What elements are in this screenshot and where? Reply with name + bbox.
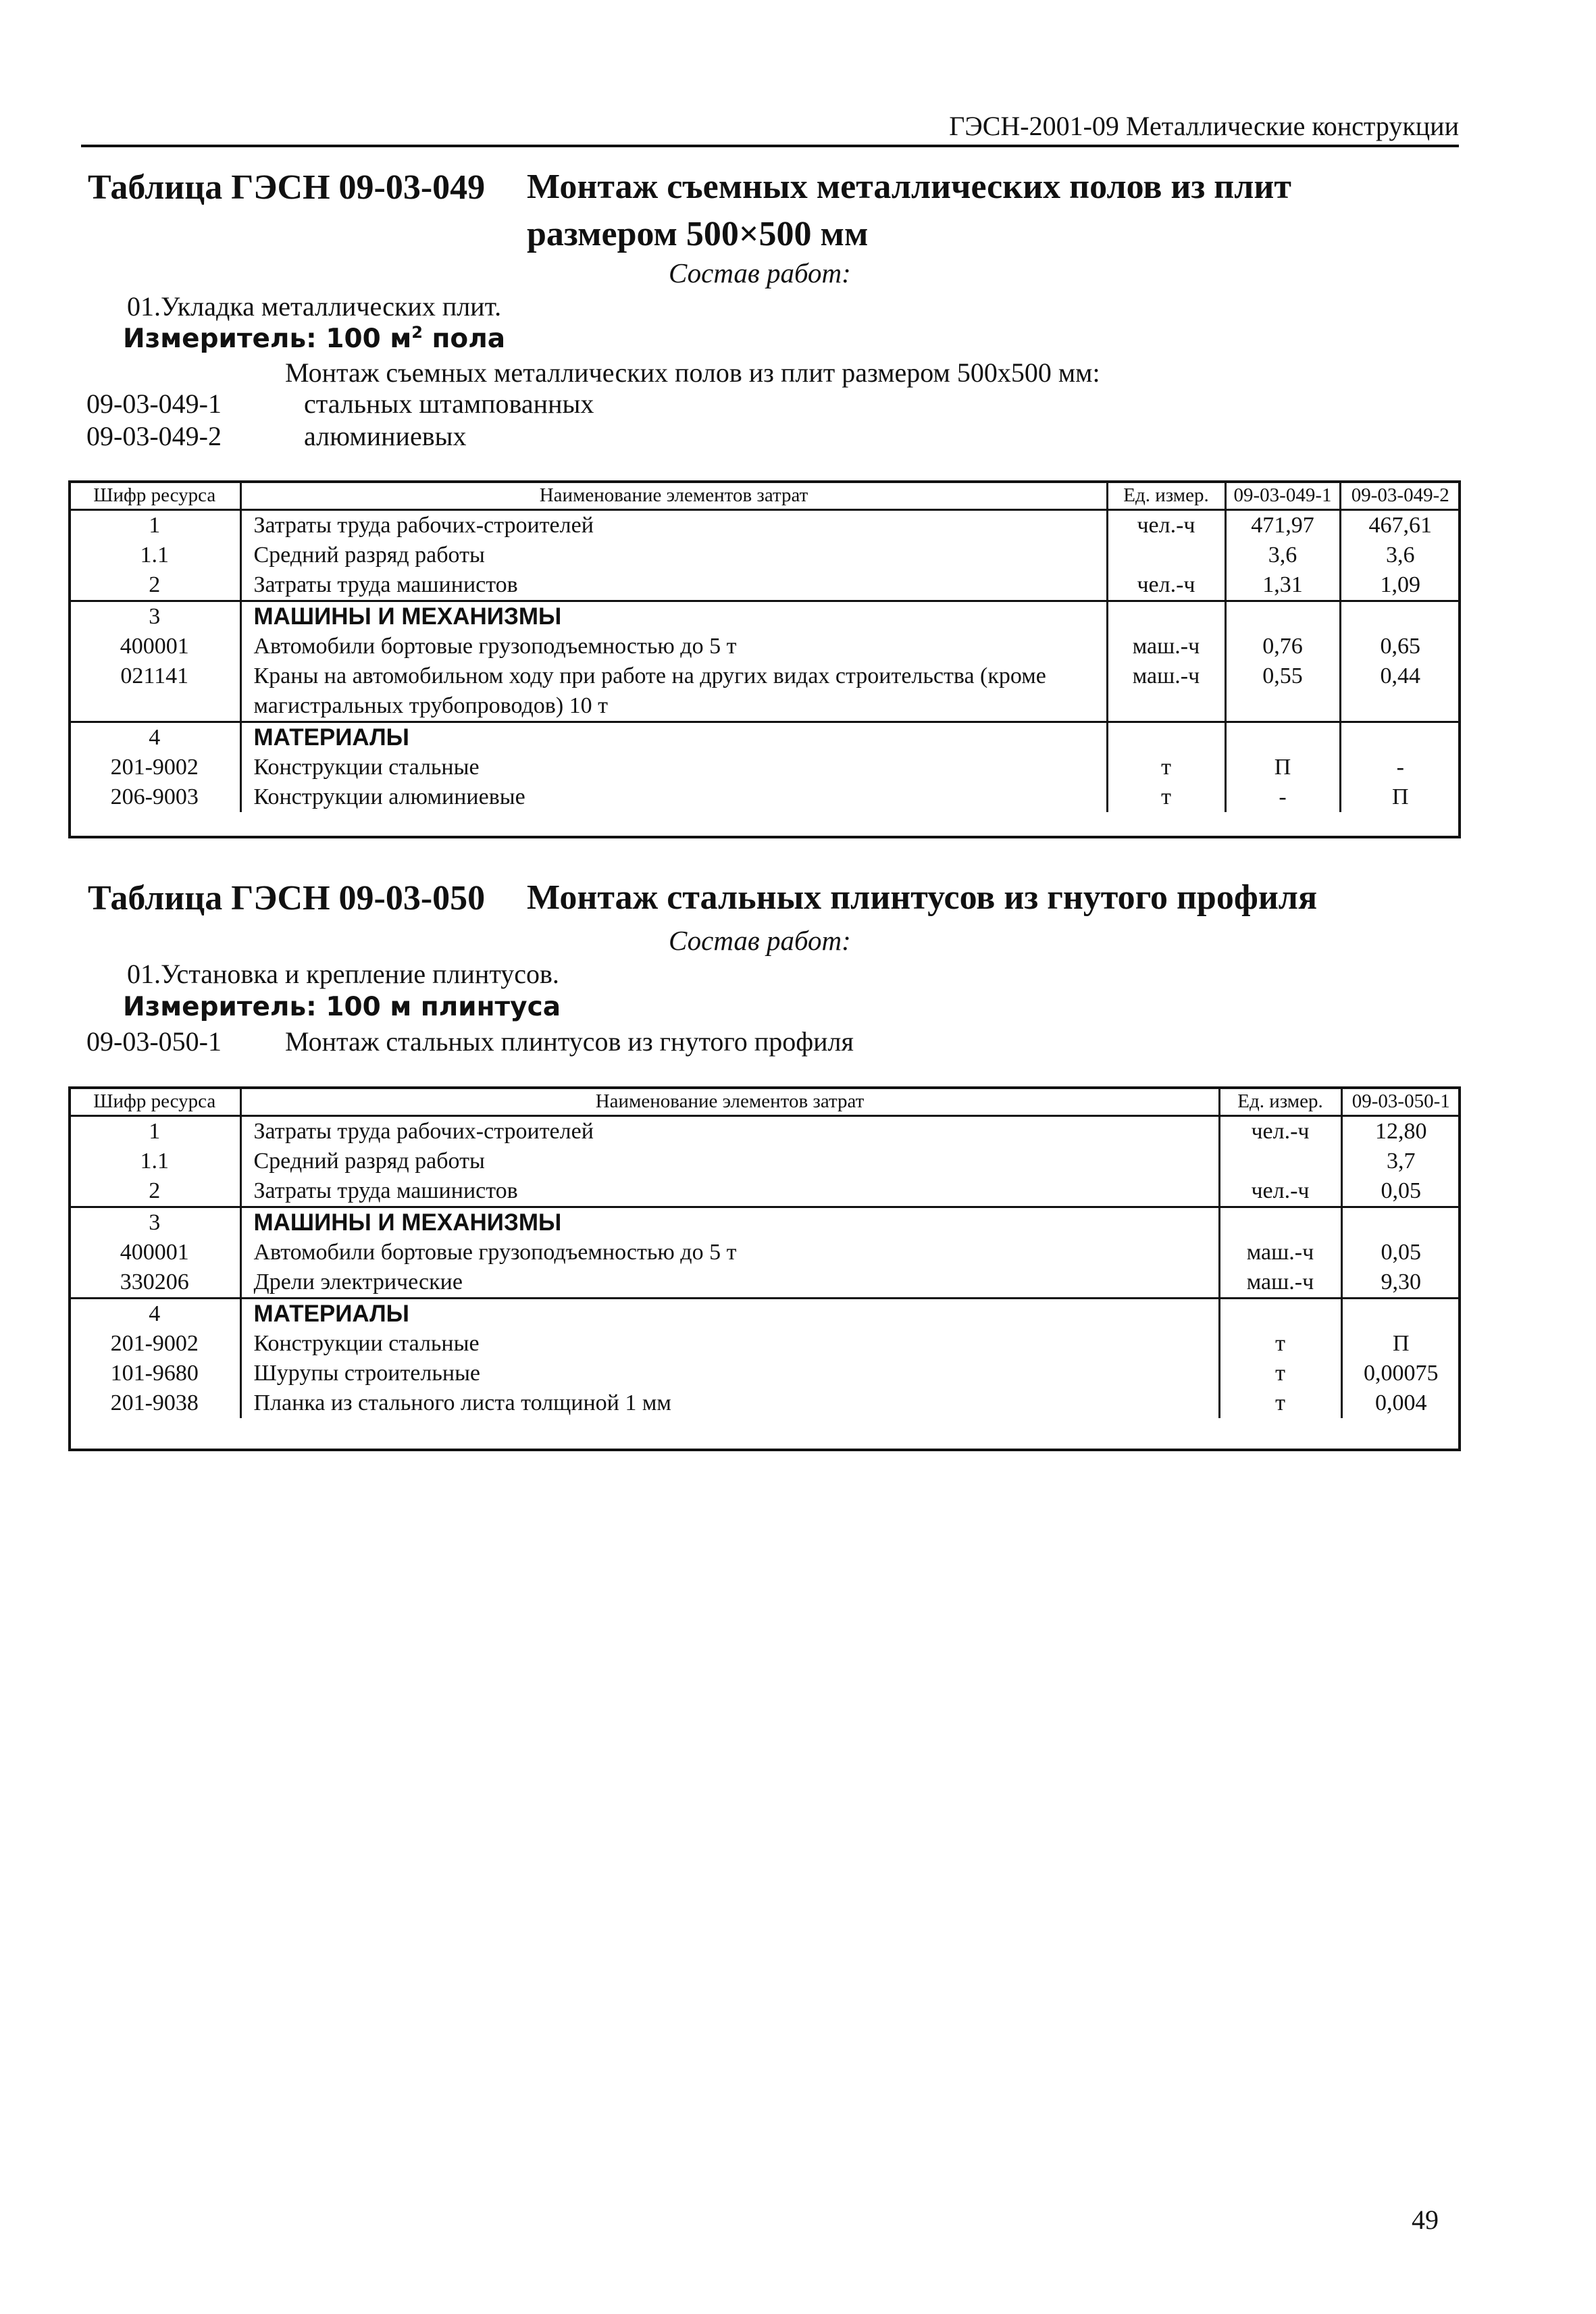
row-unit — [1107, 540, 1225, 570]
row-code: 1.1 — [70, 540, 240, 570]
row-unit: чел.-ч — [1219, 1176, 1341, 1207]
row-unit — [1219, 1299, 1341, 1330]
meter-suffix: пола — [432, 324, 506, 354]
row-name: Планка из стального листа толщиной 1 мм — [240, 1388, 1219, 1418]
meter-sup: 2 — [411, 323, 423, 342]
table-row — [70, 510, 1460, 541]
section-row — [70, 1207, 1460, 1238]
meter-label: Измеритель: — [123, 324, 317, 354]
row-unit — [1219, 1207, 1341, 1238]
row-name: МАШИНЫ И МЕХАНИЗМЫ — [240, 601, 1107, 632]
header-name: Наименование элементов затрат — [240, 1088, 1219, 1116]
header-row — [70, 482, 1460, 510]
meter-label: Измеритель: — [123, 992, 317, 1022]
row-unit — [1219, 1147, 1341, 1176]
row-unit: маш.-ч — [1107, 661, 1225, 722]
table-row — [70, 782, 1460, 812]
meter-value: 100 м — [326, 324, 412, 354]
table2-meter — [123, 992, 561, 1022]
row-value: 3,6 — [1386, 543, 1415, 568]
row-value: 3,7 — [1387, 1149, 1416, 1174]
row-value: 0,44 — [1380, 663, 1420, 688]
row-value: 0,05 — [1381, 1240, 1421, 1265]
row-code: 4 — [70, 722, 240, 753]
row-value: 1,09 — [1380, 572, 1420, 597]
row-value: 3,6 — [1225, 540, 1340, 570]
row-unit: т — [1219, 1359, 1341, 1388]
table-row — [70, 1147, 1460, 1176]
row-name: МАТЕРИАЛЫ — [240, 722, 1107, 753]
table1-composition-label: Состав работ: — [669, 257, 851, 288]
header-unit: Ед. измер. — [1219, 1088, 1341, 1116]
row-unit — [1107, 601, 1225, 632]
resource-table-050 — [70, 1088, 1460, 1418]
row-name: Конструкции алюминиевые — [240, 782, 1107, 812]
table1-variant-text: стальных штампованных — [304, 388, 594, 419]
row-name: МАТЕРИАЛЫ — [240, 1299, 1219, 1330]
row-code: 206-9003 — [70, 782, 240, 812]
row-unit: чел.-ч — [1107, 510, 1225, 541]
row-code: 2 — [70, 1176, 240, 1207]
table2-work-step: 01.Установка и крепление плинтусов. — [127, 959, 559, 989]
table-row — [70, 1329, 1460, 1359]
row-code: 1 — [70, 1116, 240, 1147]
row-value — [1225, 722, 1340, 753]
table2-composition-label: Состав работ: — [669, 925, 851, 956]
row-unit: маш.-ч — [1219, 1267, 1341, 1299]
table1-meter — [123, 323, 505, 354]
section-row — [70, 601, 1460, 632]
table-row — [70, 1267, 1460, 1299]
header-code: Шифр ресурса — [70, 482, 240, 510]
resource-table-049 — [70, 482, 1460, 812]
row-value: 1,31 — [1225, 570, 1340, 601]
table-row — [70, 540, 1460, 570]
row-value: 471,97 — [1225, 510, 1340, 541]
table1-variant-text: алюминиевых — [304, 421, 467, 451]
row-code: 2 — [70, 570, 240, 601]
row-value: - — [1396, 755, 1404, 780]
table-row — [70, 1359, 1460, 1388]
row-value: 0,65 — [1380, 634, 1420, 659]
row-unit: маш.-ч — [1219, 1238, 1341, 1267]
table2-title: Монтаж стальных плинтусов из гнутого профиля — [527, 878, 1318, 917]
row-value: 12,80 — [1375, 1119, 1427, 1144]
row-name: Шурупы строительные — [240, 1359, 1219, 1388]
row-unit: т — [1219, 1329, 1341, 1359]
header-row — [70, 1088, 1460, 1116]
header-unit: Ед. измер. — [1107, 482, 1225, 510]
row-value: 0,55 — [1225, 661, 1340, 722]
section-row — [70, 1299, 1460, 1330]
row-unit — [1107, 722, 1225, 753]
row-value: П — [1391, 784, 1409, 809]
row-unit: маш.-ч — [1107, 632, 1225, 661]
table2-variant-code: 09-03-050-1 — [86, 1026, 222, 1057]
row-value — [1340, 601, 1460, 632]
row-code: 201-9038 — [70, 1388, 240, 1418]
header-col1: 09-03-050-1 — [1341, 1088, 1460, 1116]
header-name: Наименование элементов затрат — [240, 482, 1107, 510]
header-rule — [81, 145, 1459, 147]
row-code: 400001 — [70, 1238, 240, 1267]
row-value: 0,76 — [1225, 632, 1340, 661]
table-row — [70, 1116, 1460, 1147]
row-value — [1225, 601, 1340, 632]
table2-code: Таблица ГЭСН 09-03-050 — [88, 879, 486, 917]
table1-intro: Монтаж съемных металлических полов из плит размером 500х500 мм: — [285, 357, 1100, 388]
row-name: Затраты труда рабочих-строителей — [240, 1116, 1219, 1147]
row-unit: т — [1107, 753, 1225, 782]
row-code: 201-9002 — [70, 753, 240, 782]
header-code: Шифр ресурса — [70, 1088, 240, 1116]
meter-value: 100 м плинтуса — [326, 992, 561, 1022]
row-code: 1 — [70, 510, 240, 541]
table1-variant-code: 09-03-049-1 — [86, 388, 222, 419]
row-value: 9,30 — [1381, 1269, 1421, 1294]
table-row — [70, 1388, 1460, 1418]
row-value: - — [1225, 782, 1340, 812]
row-code: 3 — [70, 1207, 240, 1238]
row-code: 330206 — [70, 1267, 240, 1299]
row-value: 0,004 — [1375, 1390, 1427, 1415]
table1-work-step: 01.Укладка металлических плит. — [127, 291, 502, 322]
row-code: 3 — [70, 601, 240, 632]
row-code: 101-9680 — [70, 1359, 240, 1388]
row-value: 0,05 — [1381, 1178, 1421, 1203]
table-row — [70, 1176, 1460, 1207]
table2-variant-text: Монтаж стальных плинтусов из гнутого профиля — [285, 1026, 854, 1057]
row-value: 0,00075 — [1364, 1361, 1439, 1386]
running-header: ГЭСН-2001-09 Металлические конструкции — [949, 111, 1459, 141]
row-unit: т — [1219, 1388, 1341, 1418]
table-row — [70, 570, 1460, 601]
table-row — [70, 753, 1460, 782]
row-name: Автомобили бортовые грузоподъемностью до 5 т — [240, 1238, 1219, 1267]
table1-variant-code: 09-03-049-2 — [86, 421, 222, 451]
page-number: 49 — [1412, 2205, 1439, 2235]
table1-title: Монтаж съемных металлических полов из плит размером 500×500 мм — [527, 168, 1291, 253]
row-name: Затраты труда машинистов — [240, 1176, 1219, 1207]
row-code: 4 — [70, 1299, 240, 1330]
row-unit: чел.-ч — [1219, 1116, 1341, 1147]
row-name: Дрели электрические — [240, 1267, 1219, 1299]
section-row — [70, 722, 1460, 753]
table-row — [70, 1238, 1460, 1267]
row-code: 1.1 — [70, 1147, 240, 1176]
header-col1: 09-03-049-1 — [1225, 482, 1340, 510]
row-name: Затраты труда рабочих-строителей — [240, 510, 1107, 541]
row-name: Средний разряд работы — [240, 1147, 1219, 1176]
row-value — [1340, 722, 1460, 753]
row-name: Конструкции стальные — [240, 753, 1107, 782]
row-name: МАШИНЫ И МЕХАНИЗМЫ — [240, 1207, 1219, 1238]
row-name: Автомобили бортовые грузоподъемностью до 5 т — [240, 632, 1107, 661]
row-value — [1341, 1207, 1460, 1238]
row-code: 201-9002 — [70, 1329, 240, 1359]
header-col2: 09-03-049-2 — [1340, 482, 1460, 510]
table1-code: Таблица ГЭСН 09-03-049 — [88, 168, 486, 207]
row-value: 467,61 — [1368, 513, 1432, 538]
table-row — [70, 632, 1460, 661]
row-value: П — [1225, 753, 1340, 782]
row-unit: чел.-ч — [1107, 570, 1225, 601]
row-name: Конструкции стальные — [240, 1329, 1219, 1359]
row-code: 021141 — [70, 661, 240, 722]
row-value — [1341, 1299, 1460, 1330]
row-name: Краны на автомобильном ходу при работе на других видах строительства (кроме магистральных трубопроводов) 10 т — [240, 661, 1107, 722]
row-unit: т — [1107, 782, 1225, 812]
row-name: Средний разряд работы — [240, 540, 1107, 570]
row-value: П — [1392, 1331, 1410, 1356]
row-code: 400001 — [70, 632, 240, 661]
row-name: Затраты труда машинистов — [240, 570, 1107, 601]
table-row — [70, 661, 1460, 722]
